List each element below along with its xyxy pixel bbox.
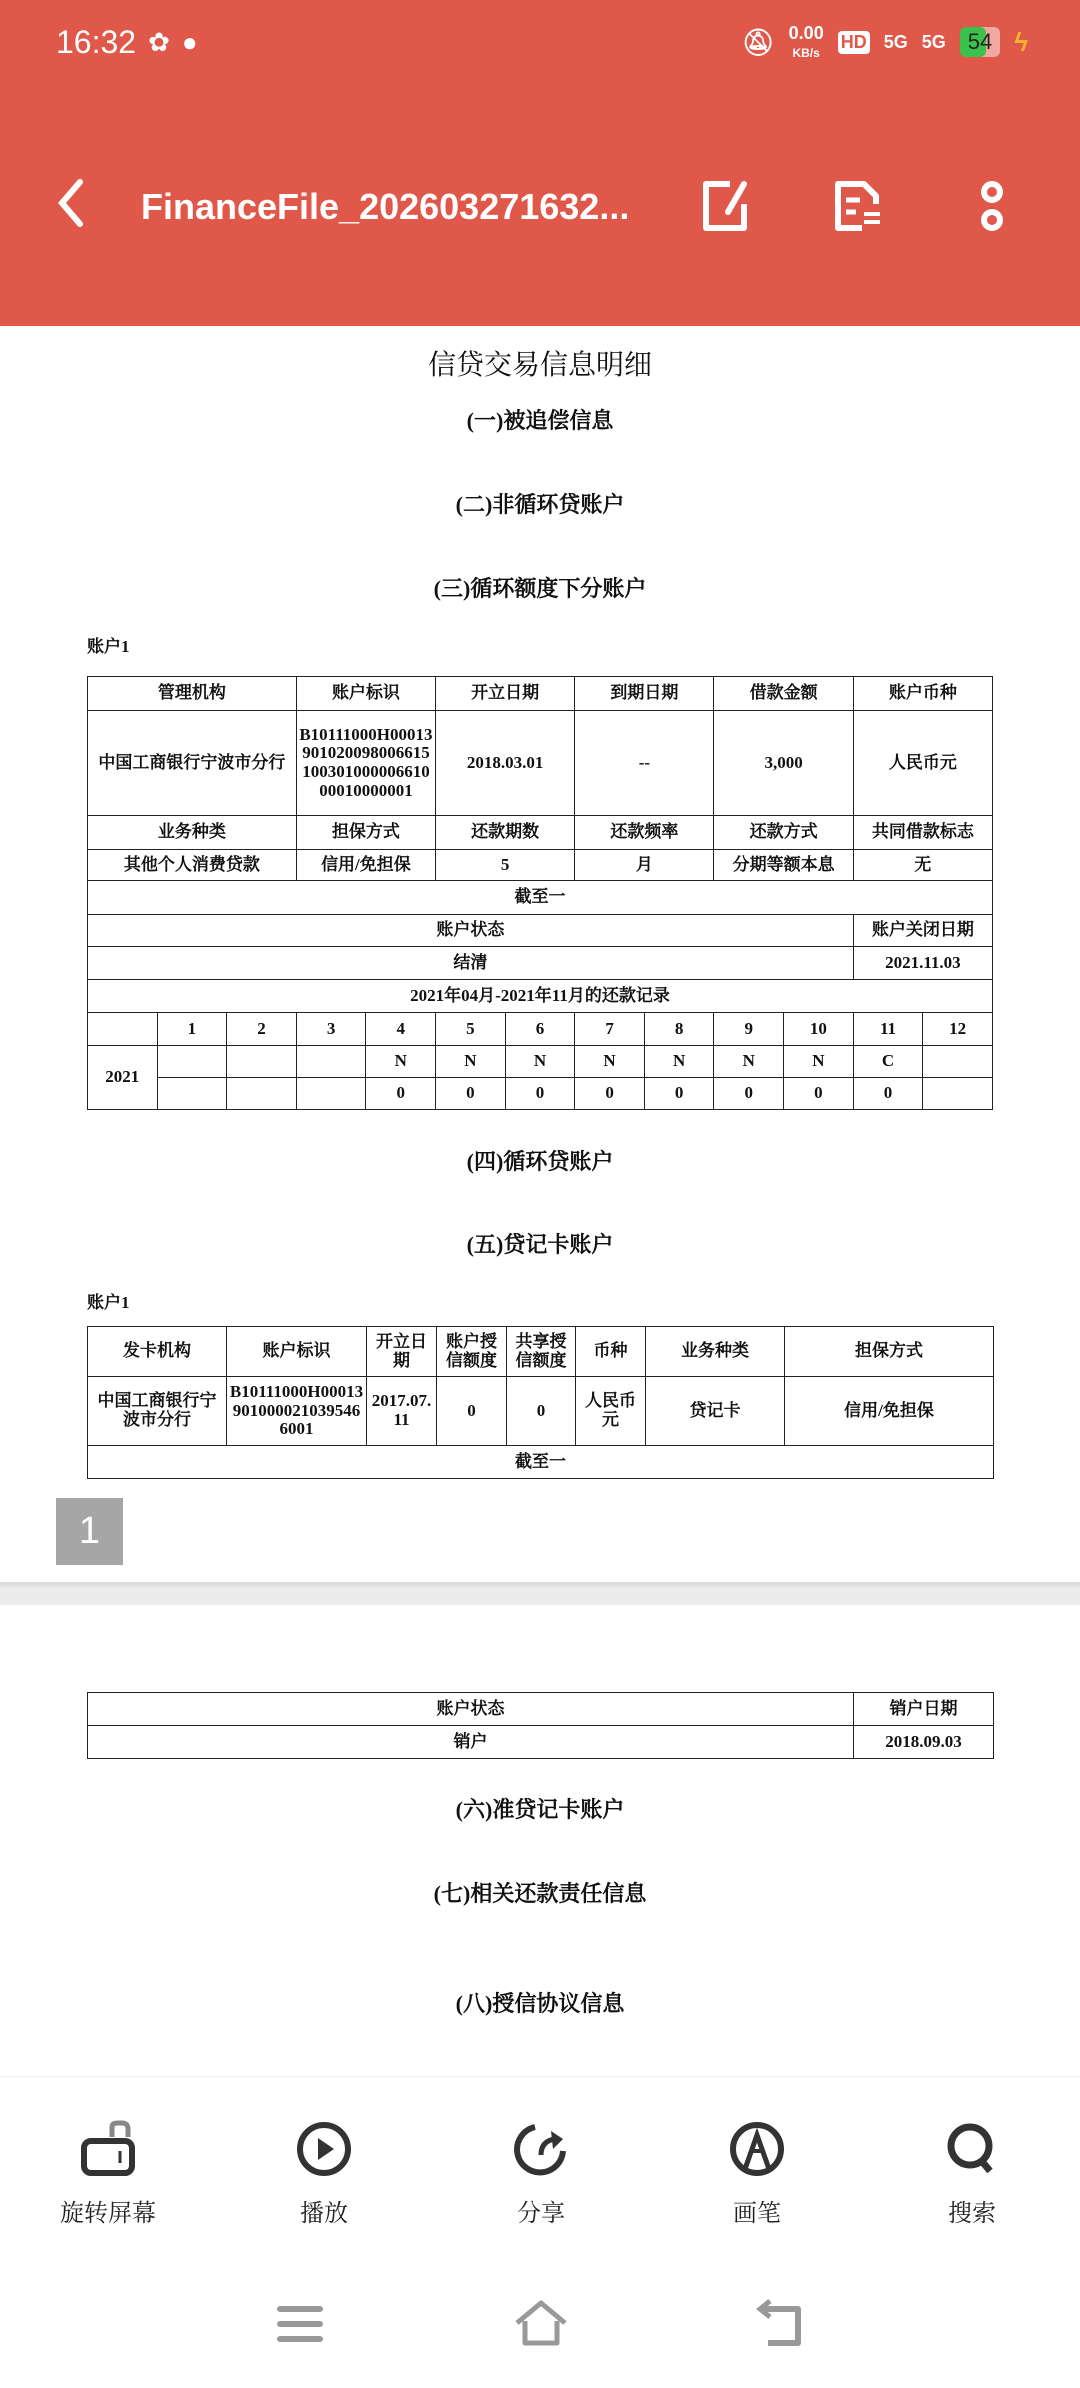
month-header: 11 <box>853 1013 923 1046</box>
table-row <box>88 915 993 947</box>
toolbar-label: 播放 <box>300 2200 348 2227</box>
battery-icon: 54 <box>960 27 1000 57</box>
page-divider <box>0 1582 1080 1605</box>
table-cell: 信用/免担保 <box>785 1377 994 1446</box>
repayment-status: N <box>575 1046 645 1078</box>
overdue-amount <box>296 1078 366 1110</box>
section-heading: (五)贷记卡账户 <box>466 1232 614 1257</box>
month-header: 3 <box>296 1013 366 1046</box>
bottom-toolbar <box>0 2076 1080 2388</box>
play-button[interactable] <box>254 2119 394 2228</box>
net-speed <box>789 24 824 60</box>
table-header: 账户状态 <box>88 1693 854 1726</box>
toolbar-label: 旋转屏幕 <box>60 2200 156 2227</box>
overdue-amount: 0 <box>505 1078 575 1110</box>
status-time: 16:32 <box>56 24 137 60</box>
convert-document-icon[interactable] <box>832 178 884 234</box>
table-row <box>88 980 993 1013</box>
table-cell: 分期等额本息 <box>714 850 853 881</box>
close-date: 2021.11.03 <box>853 947 992 980</box>
table-cell: -- <box>575 711 714 816</box>
signal-1-icon: 5G <box>883 31 908 52</box>
month-header: 2 <box>227 1013 297 1046</box>
file-title: FinanceFile_202603271632... <box>141 186 630 227</box>
share-icon <box>511 2119 571 2179</box>
repayment-status: N <box>644 1046 714 1078</box>
share-button[interactable] <box>471 2119 611 2228</box>
repayment-status: C <box>853 1046 923 1078</box>
toolbar-label: 搜索 <box>948 2200 996 2227</box>
month-header: 8 <box>644 1013 714 1046</box>
credit-card-table <box>87 1326 994 1479</box>
repayment-status: N <box>784 1046 854 1078</box>
month-header: 6 <box>505 1013 575 1046</box>
table-cell: 0 <box>437 1377 507 1446</box>
section-heading: (七)相关还款责任信息 <box>433 1881 647 1906</box>
play-icon <box>294 2119 354 2179</box>
home-icon[interactable] <box>511 2299 571 2349</box>
table-header: 账户币种 <box>853 677 992 711</box>
section-heading: (四)循环贷账户 <box>466 1149 614 1174</box>
doc-title: 信贷交易信息明细 <box>427 350 652 381</box>
table-header: 账户关闭日期 <box>853 915 992 947</box>
pen-icon <box>727 2119 787 2179</box>
month-header: 10 <box>784 1013 854 1046</box>
table-cell: 其他个人消费贷款 <box>88 850 297 881</box>
table-header: 发卡机构 <box>88 1327 227 1377</box>
pen-button[interactable] <box>687 2119 827 2228</box>
table-header: 担保方式 <box>785 1327 994 1377</box>
status-icons <box>742 24 1028 60</box>
repayment-record-title: 2021年04月-2021年11月的还款记录 <box>88 980 993 1013</box>
table-cell: 3,000 <box>714 711 853 816</box>
table-header: 开立日期 <box>367 1327 437 1377</box>
table-cell: 贷记卡 <box>646 1377 785 1446</box>
repayment-status <box>157 1046 227 1078</box>
account-label: 账户1 <box>87 637 130 656</box>
message-icon: ● <box>181 27 198 57</box>
table-header: 账户标识 <box>227 1327 367 1377</box>
table-header: 开立日期 <box>436 677 575 711</box>
repayment-status: N <box>366 1046 436 1078</box>
table-cell: 2018.09.03 <box>854 1726 994 1759</box>
table-header: 还款期数 <box>436 816 575 850</box>
app-header <box>0 0 1080 326</box>
table-header: 到期日期 <box>575 677 714 711</box>
table-cell: 中国工商银行宁波市分行 <box>88 1377 227 1446</box>
toolbar-label: 分享 <box>517 2200 565 2227</box>
table-header: 账户授信额度 <box>437 1327 507 1377</box>
table-row <box>88 1327 994 1377</box>
table-cell: 无 <box>853 850 992 881</box>
hd-icon: HD <box>838 31 870 54</box>
table-row <box>88 947 993 980</box>
table-header: 共享授信额度 <box>507 1327 576 1377</box>
loan-account-table <box>87 676 993 1110</box>
closed-account-table <box>87 1692 994 1759</box>
year-cell: 2021 <box>88 1046 158 1110</box>
table-cell: 中国工商银行宁波市分行 <box>88 711 297 816</box>
search-icon <box>942 2119 1002 2179</box>
section-heading: (八)授信协议信息 <box>455 1991 625 2016</box>
month-header: 9 <box>714 1013 784 1046</box>
table-row <box>88 1013 993 1046</box>
table-header: 账户状态 <box>88 915 854 947</box>
status-left <box>56 24 198 61</box>
table-header: 共同借款标志 <box>853 816 992 850</box>
table-cell: 人民币元 <box>576 1377 646 1446</box>
section-heading: (三)循环额度下分账户 <box>433 576 647 601</box>
table-row <box>88 1446 994 1479</box>
table-row <box>88 1078 993 1110</box>
month-header: 1 <box>157 1013 227 1046</box>
overdue-amount <box>227 1078 297 1110</box>
charging-icon: ϟ <box>1014 26 1028 57</box>
empty-cell <box>88 1013 158 1046</box>
month-header: 5 <box>436 1013 506 1046</box>
overdue-amount <box>157 1078 227 1110</box>
repayment-status <box>227 1046 297 1078</box>
overdue-amount: 0 <box>436 1078 506 1110</box>
search-button[interactable] <box>902 2119 1042 2228</box>
table-row <box>88 677 993 711</box>
table-cell: 2018.03.01 <box>436 711 575 816</box>
table-row <box>88 816 993 850</box>
table-row <box>88 850 993 881</box>
as-of-row: 截至一 <box>88 1446 994 1479</box>
page-number: 1 <box>56 1498 123 1565</box>
repayment-status <box>923 1046 993 1078</box>
edit-icon[interactable] <box>700 178 752 234</box>
rotate-screen-button[interactable] <box>38 2119 178 2228</box>
section-heading: (二)非循环贷账户 <box>455 492 625 517</box>
as-of-row: 截至一 <box>88 881 993 915</box>
table-header: 管理机构 <box>88 677 297 711</box>
table-header: 销户日期 <box>854 1693 994 1726</box>
repayment-status: N <box>436 1046 506 1078</box>
document-viewer[interactable] <box>0 326 1080 2076</box>
table-cell: 人民币元 <box>853 711 992 816</box>
overdue-amount <box>923 1078 993 1110</box>
table-header: 业务种类 <box>88 816 297 850</box>
table-header: 担保方式 <box>296 816 435 850</box>
repayment-status: N <box>714 1046 784 1078</box>
table-cell: B10111000H000139010000210395466001 <box>227 1377 367 1446</box>
mute-icon: 🔕︎ <box>741 26 775 57</box>
table-header: 账户标识 <box>296 677 435 711</box>
table-cell: 2017.07.11 <box>367 1377 437 1446</box>
recent-apps-icon[interactable] <box>270 2299 330 2349</box>
table-row <box>88 881 993 915</box>
table-row <box>88 1046 993 1078</box>
back-icon[interactable] <box>52 178 92 228</box>
toolbar-label: 画笔 <box>733 2200 781 2227</box>
wechat-icon: ✿ <box>148 27 170 57</box>
overdue-amount: 0 <box>366 1078 436 1110</box>
table-cell: 0 <box>507 1377 576 1446</box>
table-cell: 信用/免担保 <box>296 850 435 881</box>
month-header: 4 <box>366 1013 436 1046</box>
table-cell: 5 <box>436 850 575 881</box>
overdue-amount: 0 <box>644 1078 714 1110</box>
table-cell: 销户 <box>88 1726 854 1759</box>
repayment-status: N <box>505 1046 575 1078</box>
rotate-screen-icon <box>78 2119 138 2179</box>
table-header: 币种 <box>576 1327 646 1377</box>
section-heading: (一)被追偿信息 <box>466 408 614 433</box>
month-header: 7 <box>575 1013 645 1046</box>
net-speed-unit: KB/s <box>792 46 820 60</box>
section-heading: (六)准贷记卡账户 <box>455 1797 625 1822</box>
net-speed-value: 0.00 <box>788 23 824 43</box>
account-label: 账户1 <box>87 1293 130 1312</box>
table-header: 还款方式 <box>714 816 853 850</box>
overdue-amount: 0 <box>575 1078 645 1110</box>
table-row <box>88 711 993 816</box>
more-options-icon[interactable] <box>966 178 1018 234</box>
table-cell: B10111000H0001390102009800661510030100000661000010000001 <box>296 711 435 816</box>
back-nav-icon[interactable] <box>750 2299 810 2349</box>
overdue-amount: 0 <box>714 1078 784 1110</box>
signal-2-icon: 5G <box>921 31 946 52</box>
table-header: 借款金额 <box>714 677 853 711</box>
table-cell: 月 <box>575 850 714 881</box>
overdue-amount: 0 <box>784 1078 854 1110</box>
month-header: 12 <box>923 1013 993 1046</box>
repayment-status <box>296 1046 366 1078</box>
table-row <box>88 1377 994 1446</box>
overdue-amount: 0 <box>853 1078 923 1110</box>
account-status: 结清 <box>88 947 854 980</box>
table-header: 业务种类 <box>646 1327 785 1377</box>
table-header: 还款频率 <box>575 816 714 850</box>
